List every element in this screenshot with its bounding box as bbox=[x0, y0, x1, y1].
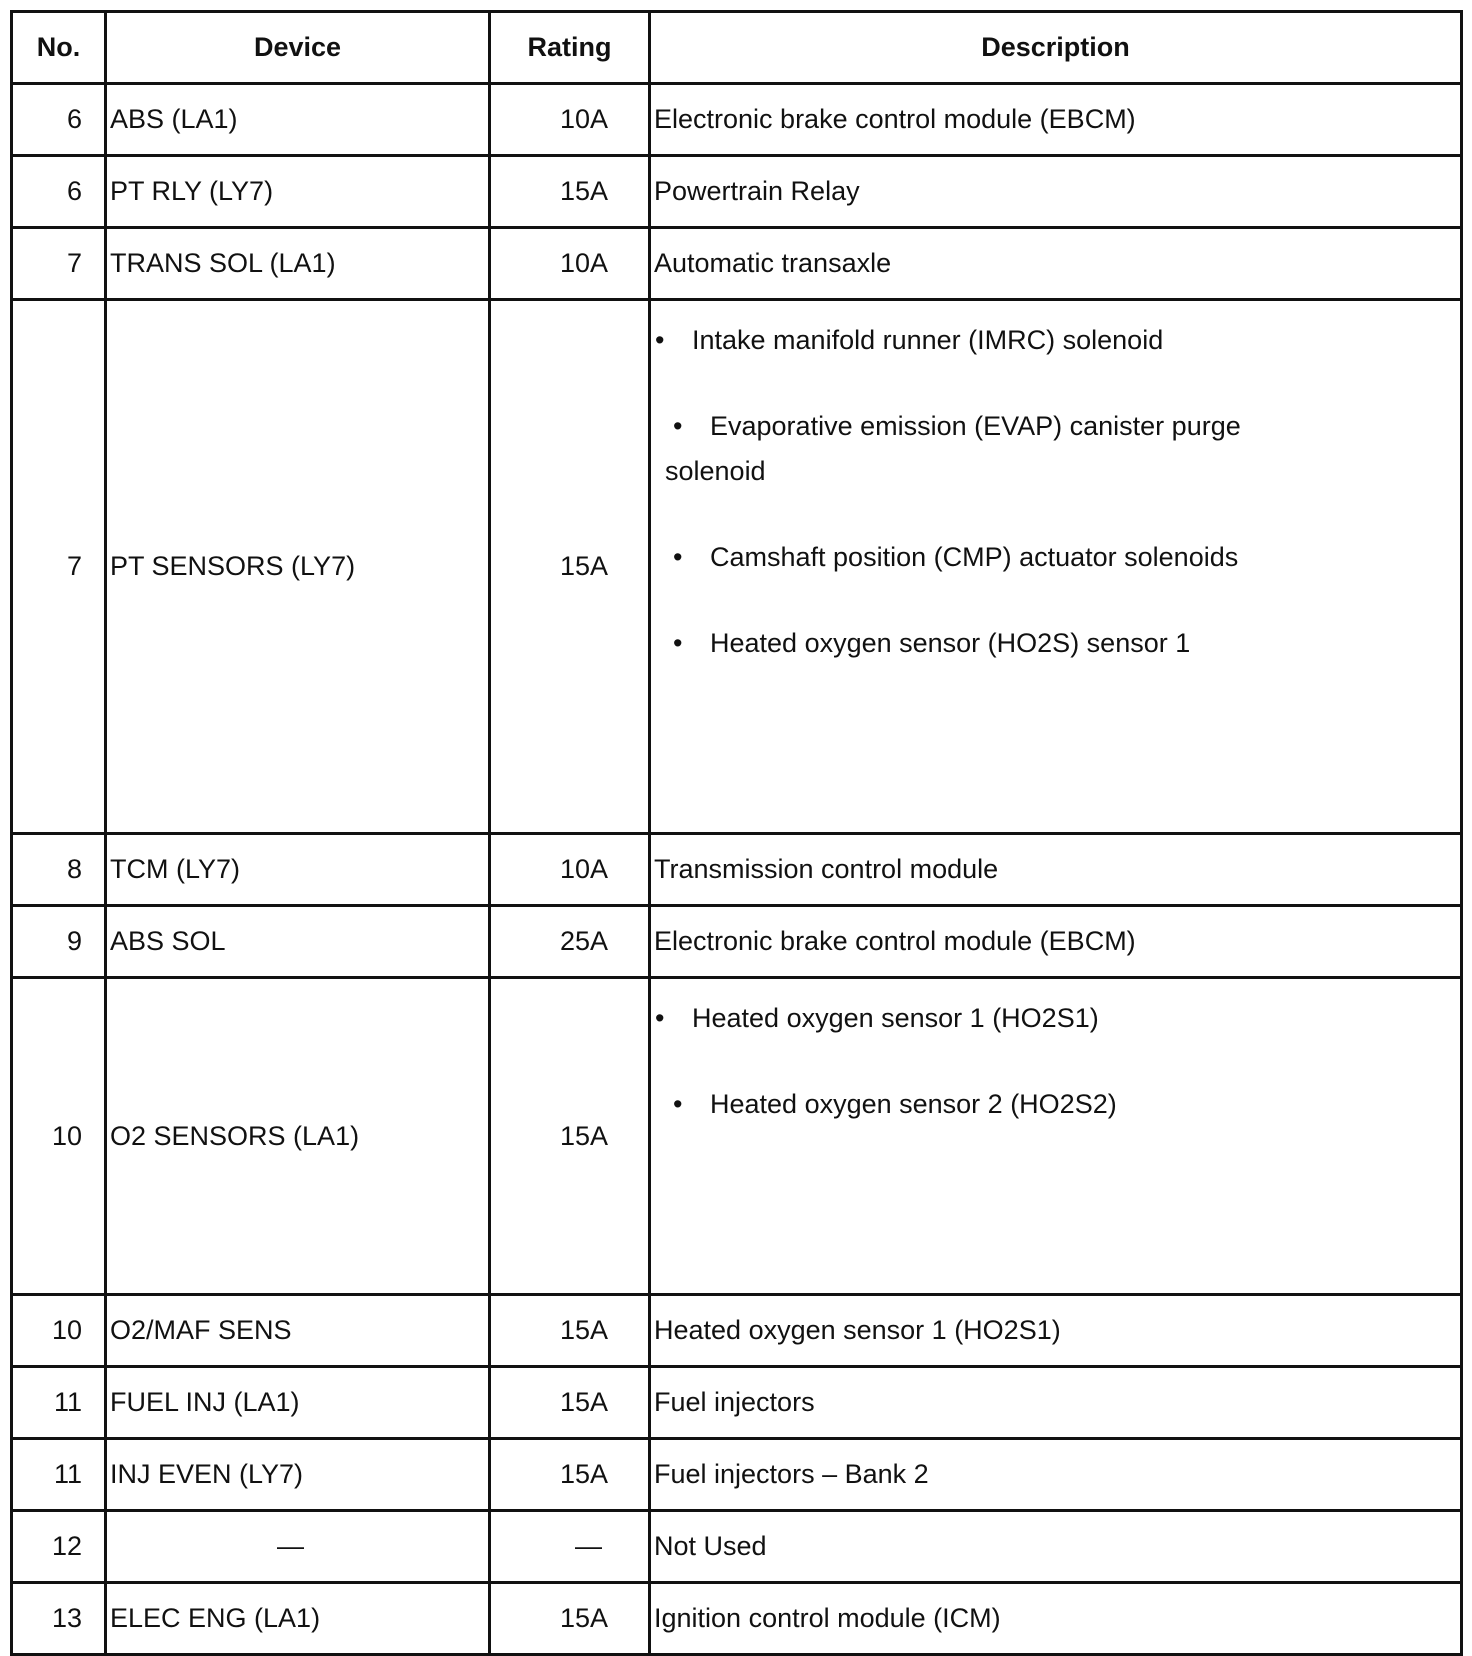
fuse-table bbox=[10, 10, 1463, 1656]
cell-rating: 15A bbox=[490, 978, 650, 1295]
cell-no: 7 bbox=[12, 228, 106, 300]
bullet-text: Heated oxygen sensor 2 (HO2S2) bbox=[710, 1089, 1117, 1119]
cell-no: 8 bbox=[12, 834, 106, 906]
bullet-glyph: • bbox=[673, 411, 683, 441]
cell-rating: 15A bbox=[490, 1439, 650, 1511]
cell-description: Fuel injectors – Bank 2 bbox=[650, 1439, 1462, 1511]
cell-description: Electronic brake control module (EBCM) bbox=[650, 84, 1462, 156]
table-row bbox=[12, 1583, 1462, 1655]
cell-rating: 10A bbox=[490, 834, 650, 906]
cell-device: FUEL INJ (LA1) bbox=[106, 1367, 490, 1439]
table-row bbox=[12, 1511, 1462, 1583]
cell-no: 6 bbox=[12, 84, 106, 156]
cell-device: O2 SENSORS (LA1) bbox=[106, 978, 490, 1295]
bullet-item bbox=[651, 327, 1460, 354]
bullet-text: Camshaft position (CMP) actuator solenoids bbox=[710, 542, 1239, 572]
cell-description-list bbox=[650, 978, 1462, 1295]
header-description: Description bbox=[650, 12, 1462, 84]
cell-device: ABS SOL bbox=[106, 906, 490, 978]
cell-rating: 15A bbox=[490, 1367, 650, 1439]
cell-description: Transmission control module bbox=[650, 834, 1462, 906]
header-rating: Rating bbox=[490, 12, 650, 84]
cell-description: Fuel injectors bbox=[650, 1367, 1462, 1439]
bullet-item bbox=[651, 544, 1460, 571]
cell-device: — bbox=[106, 1511, 490, 1583]
cell-no: 10 bbox=[12, 1295, 106, 1367]
cell-description: Heated oxygen sensor 1 (HO2S1) bbox=[650, 1295, 1462, 1367]
bullet-item bbox=[651, 413, 1460, 485]
cell-rating: 25A bbox=[490, 906, 650, 978]
cell-rating: 15A bbox=[490, 1295, 650, 1367]
cell-rating: 10A bbox=[490, 228, 650, 300]
cell-device: TCM (LY7) bbox=[106, 834, 490, 906]
cell-no: 13 bbox=[12, 1583, 106, 1655]
cell-rating: 15A bbox=[490, 300, 650, 834]
bullet-text-continued: solenoid bbox=[665, 456, 766, 486]
table-row bbox=[12, 228, 1462, 300]
cell-no: 11 bbox=[12, 1367, 106, 1439]
cell-device: O2/MAF SENS bbox=[106, 1295, 490, 1367]
bullet-text: Heated oxygen sensor 1 (HO2S1) bbox=[692, 1003, 1099, 1033]
cell-rating: 15A bbox=[490, 1583, 650, 1655]
bullet-text: Heated oxygen sensor (HO2S) sensor 1 bbox=[710, 628, 1191, 658]
table-row bbox=[12, 156, 1462, 228]
cell-no: 6 bbox=[12, 156, 106, 228]
header-row bbox=[12, 12, 1462, 84]
cell-device: ELEC ENG (LA1) bbox=[106, 1583, 490, 1655]
cell-no: 12 bbox=[12, 1511, 106, 1583]
bullet-glyph: • bbox=[655, 325, 665, 355]
bullet-text: Intake manifold runner (IMRC) solenoid bbox=[692, 325, 1164, 355]
table-row bbox=[12, 1367, 1462, 1439]
cell-description: Powertrain Relay bbox=[650, 156, 1462, 228]
table-row bbox=[12, 1295, 1462, 1367]
cell-description: Electronic brake control module (EBCM) bbox=[650, 906, 1462, 978]
cell-rating: — bbox=[490, 1511, 650, 1583]
bullet-text: Evaporative emission (EVAP) canister purge bbox=[710, 411, 1241, 441]
cell-device: PT RLY (LY7) bbox=[106, 156, 490, 228]
cell-rating: 15A bbox=[490, 156, 650, 228]
table-row bbox=[12, 300, 1462, 834]
cell-no: 10 bbox=[12, 978, 106, 1295]
cell-no: 11 bbox=[12, 1439, 106, 1511]
cell-device: TRANS SOL (LA1) bbox=[106, 228, 490, 300]
bullet-item bbox=[651, 1005, 1460, 1032]
cell-device: PT SENSORS (LY7) bbox=[106, 300, 490, 834]
cell-no: 9 bbox=[12, 906, 106, 978]
bullet-glyph: • bbox=[673, 542, 683, 572]
table-row bbox=[12, 84, 1462, 156]
bullet-item bbox=[651, 630, 1460, 657]
bullet-glyph: • bbox=[655, 1003, 665, 1033]
cell-description: Ignition control module (ICM) bbox=[650, 1583, 1462, 1655]
cell-description: Not Used bbox=[650, 1511, 1462, 1583]
cell-rating: 10A bbox=[490, 84, 650, 156]
table-row bbox=[12, 978, 1462, 1295]
table-row bbox=[12, 906, 1462, 978]
cell-device: INJ EVEN (LY7) bbox=[106, 1439, 490, 1511]
cell-device: ABS (LA1) bbox=[106, 84, 490, 156]
bullet-glyph: • bbox=[673, 1089, 683, 1119]
cell-description-list bbox=[650, 300, 1462, 834]
header-no: No. bbox=[12, 12, 106, 84]
bullet-glyph: • bbox=[673, 628, 683, 658]
table-row bbox=[12, 1439, 1462, 1511]
bullet-item bbox=[651, 1091, 1460, 1118]
header-device: Device bbox=[106, 12, 490, 84]
table-row bbox=[12, 834, 1462, 906]
cell-description: Automatic transaxle bbox=[650, 228, 1462, 300]
cell-no: 7 bbox=[12, 300, 106, 834]
